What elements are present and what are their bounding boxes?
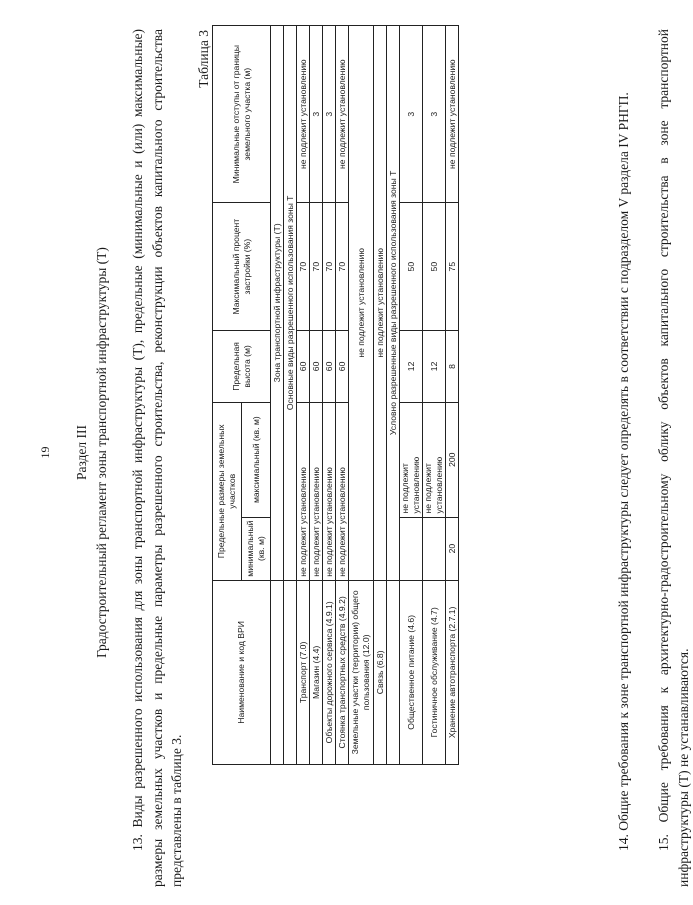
- cell-coverage: 50: [400, 203, 423, 331]
- header-min: минимальный (кв. м): [242, 517, 271, 580]
- section-subtitle: Градостроительный регламент зоны транспортной инфраструктуры (Т): [94, 247, 109, 658]
- table-row: [310, 26, 323, 765]
- cell-setback: 3: [423, 26, 446, 203]
- cell-plot: не подлежит установлению: [310, 402, 323, 580]
- section-title: Раздел III: [74, 424, 89, 481]
- header-coverage: Максимальный процент застройки (%): [213, 203, 271, 331]
- cell-min: 20: [446, 517, 459, 580]
- basic-row-label: Основные виды разрешенного использования зоны Т: [284, 26, 297, 581]
- header-name: Наименование и код ВРИ: [213, 580, 271, 764]
- table-caption: Таблица 3: [196, 30, 211, 88]
- cell-plot: не подлежит установлению: [297, 402, 310, 580]
- cell-height: 60: [336, 330, 349, 402]
- table-row: [446, 26, 459, 765]
- cell-setback: не подлежит установлению: [446, 26, 459, 203]
- cell-plot: не подлежит установлению: [336, 402, 349, 580]
- page-number: 19: [38, 446, 52, 459]
- cell-plot: не подлежит установлению: [323, 402, 336, 580]
- cell-height: 12: [400, 330, 423, 402]
- cell-min: [423, 517, 446, 580]
- header-plot-sizes: Предельные размеры земельных участков: [213, 402, 242, 580]
- cell-setback: не подлежит установлению: [336, 26, 349, 203]
- cell-coverage: 50: [423, 203, 446, 331]
- table-row: [284, 26, 297, 765]
- cell-setback: не подлежит установлению: [297, 26, 310, 203]
- cell-coverage: 70: [297, 203, 310, 331]
- cell-max: 200: [446, 402, 459, 517]
- cell-min: [400, 517, 423, 580]
- cell-name: Общественное питание (4.6): [400, 580, 423, 764]
- cell-name: Связь (6.8): [374, 580, 387, 764]
- table-row: [400, 26, 423, 765]
- paragraph-13: 13. Виды разрешенного использования для зоны транспортной инфраструктуры (Т), предельные (минимальные и (или) максимальные) размеры земельных участков и предельные параметры разрешенного строительства, реконструкции объектов капитального строительства представлены в таблице 3.: [130, 29, 184, 887]
- table-row: [336, 26, 349, 765]
- table-row: [423, 26, 446, 765]
- conditional-row-label: Условно разрешенные виды разрешенного использования зоны Т: [387, 26, 400, 581]
- cell-name: Хранение автотранспорта (2.7.1): [446, 580, 459, 764]
- cell-max: не подлежит установлению: [423, 402, 446, 517]
- table-row: [349, 26, 374, 765]
- cell-merged: не подлежит установлению: [349, 26, 374, 581]
- cell-height: 12: [423, 330, 446, 402]
- cell-coverage: 70: [336, 203, 349, 331]
- table-header-row: [213, 26, 242, 765]
- regulation-table: [212, 25, 459, 765]
- cell-name: Объекты дорожного сервиса (4.9.1): [323, 580, 336, 764]
- cell-max: не подлежит установлению: [400, 402, 423, 517]
- paragraph-15: 15. Общие требования к архитектурно-градостроительному облику объектов капитального строительства в зоне транспортной инфраструктуры (Т) не устанавливаются.: [656, 29, 691, 887]
- cell-name: Стоянка транспортных средств (4.9.2): [336, 580, 349, 764]
- cell-setback: 3: [323, 26, 336, 203]
- table-row: [374, 26, 387, 765]
- cell-coverage: 75: [446, 203, 459, 331]
- cell-height: 60: [310, 330, 323, 402]
- cell-height: 60: [297, 330, 310, 402]
- cell-setback: 3: [310, 26, 323, 203]
- cell-height: 60: [323, 330, 336, 402]
- cell-name: Земельные участки (территории) общего пользования (12.0): [349, 580, 374, 764]
- table-row: [387, 26, 400, 765]
- table-row: [323, 26, 336, 765]
- table-row: [271, 26, 284, 765]
- cell-name: Транспорт (7.0): [297, 580, 310, 764]
- header-max: максимальный (кв. м): [242, 402, 271, 517]
- cell-coverage: 70: [323, 203, 336, 331]
- paragraph-14: 14. Общие требования к зоне транспортной инфраструктуры следует определять в соответствии с подразделом V раздела IV РНГП.: [616, 92, 631, 851]
- cell-setback: 3: [400, 26, 423, 203]
- header-height: Предельная высота (м): [213, 330, 271, 402]
- cell-coverage: 70: [310, 203, 323, 331]
- zone-row-label: Зона транспортной инфраструктуры (Т): [271, 26, 284, 581]
- cell-merged: не подлежит установлению: [374, 26, 387, 581]
- cell-name: Магазин (4.4): [310, 580, 323, 764]
- cell-name: Гостиничное обслуживание (4.7): [423, 580, 446, 764]
- cell-height: 8: [446, 330, 459, 402]
- table-row: [297, 26, 310, 765]
- header-setback: Минимальные отступы от границы земельного участка (м): [213, 26, 271, 203]
